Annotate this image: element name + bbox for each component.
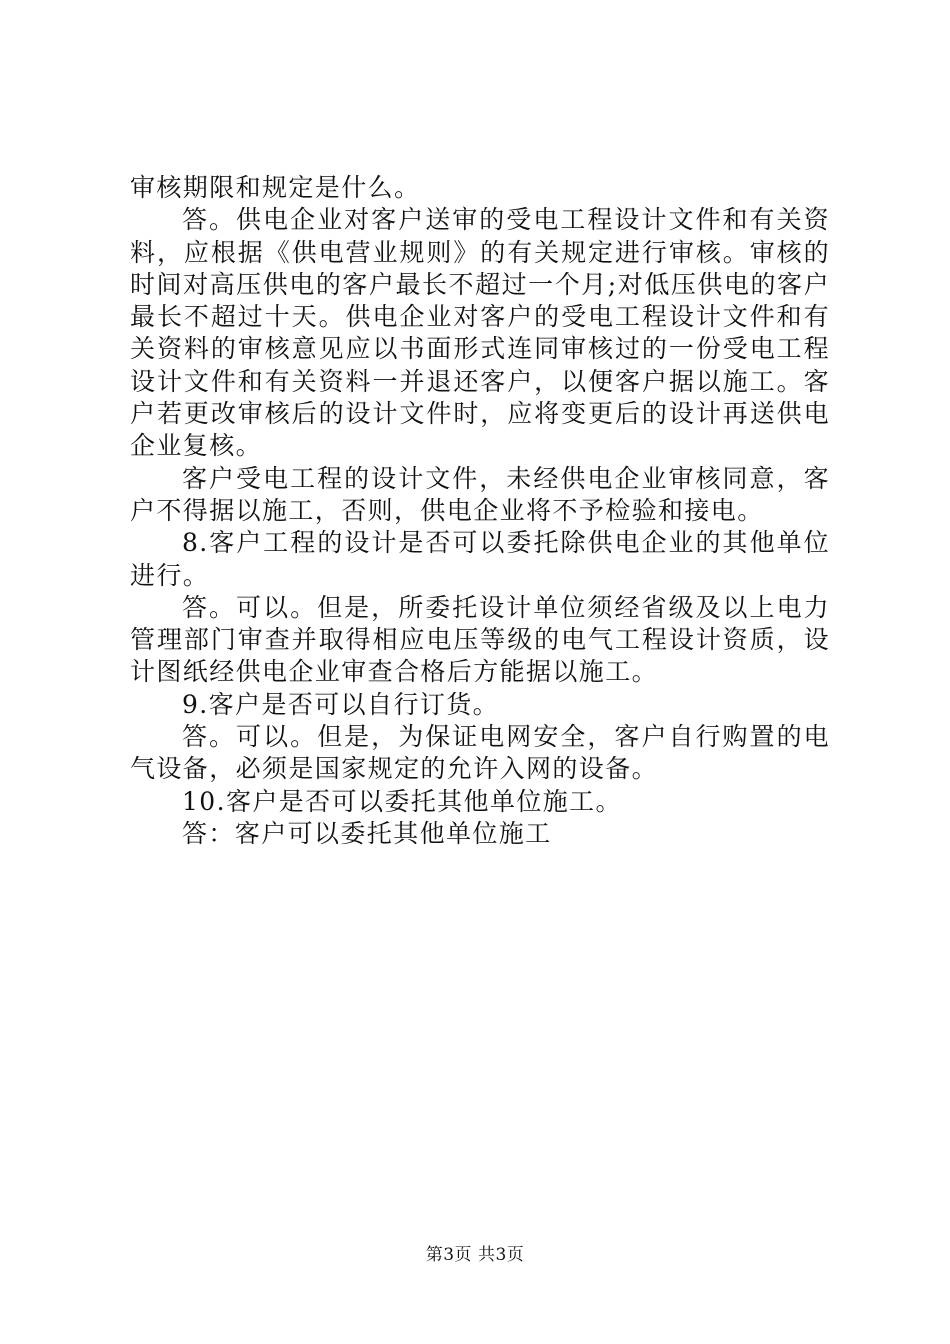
paragraph-question-9: 9.客户是否可以自行订货。	[182, 689, 500, 719]
paragraph-answer-9: 答。可以。但是，为保证电网安全，客户自行购置的电气设备，必须是国家规定的允许入网的设备。	[130, 722, 830, 784]
paragraph-question-8: 8.客户工程的设计是否可以委托除供电企业的其他单位进行。	[130, 528, 830, 590]
paragraph-continuation: 审核期限和规定是什么。	[130, 173, 421, 202]
paragraph-answer-10: 答：客户可以委托其他单位施工	[182, 818, 552, 848]
document-body	[130, 172, 830, 850]
paragraph-answer-7: 答。供电企业对客户送审的受电工程设计文件和有关资料，应根据《供电营业规则》的有关规定进行审核。审核的时间对高压供电的客户最长不超过一个月;对低压供电的客户最长不超过十天。供电企业对客户的受电工程设计文件和有关资料的审核意见应以书面形式连同审核过的一份受电工程设计文件和有关资料一并退还客户，以便客户据以施工。客户若更改审核后的设计文件时，应将变更后的设计再送供电企业复核。	[130, 205, 830, 461]
paragraph-answer-8: 答。可以。但是，所委托设计单位须经省级及以上电力管理部门审查并取得相应电压等级的电气工程设计资质，设计图纸经供电企业审查合格后方能据以施工。	[130, 592, 830, 687]
page-footer: 第3页 共3页	[425, 1245, 525, 1265]
paragraph-question-10: 10.客户是否可以委托其他单位施工。	[182, 786, 622, 816]
paragraph-note: 客户受电工程的设计文件，未经供电企业审核同意，客户不得据以施工，否则，供电企业将不予检验和接电。	[130, 463, 830, 525]
